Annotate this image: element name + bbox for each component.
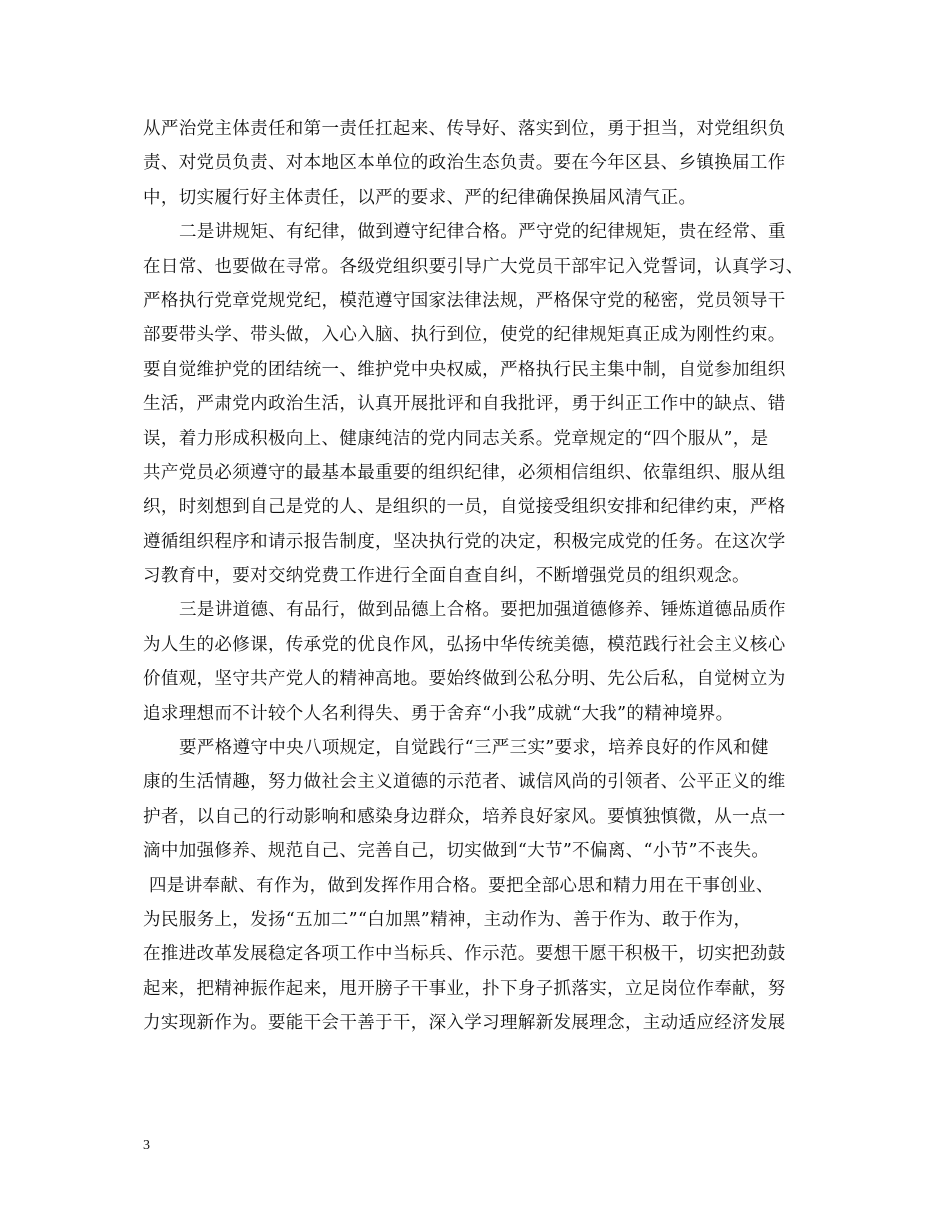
text-line: 三是讲道德、有品行，做到品德上合格。要把加强道德修养、锤炼道德品质作 — [179, 600, 786, 621]
text-line: 习教育中，要对交纳党费工作进行全面自查自纠，不断增强党员的组织观念。 — [143, 566, 750, 587]
text-line: 部要带头学、带头做，入心入脑、执行到位，使党的纪律规矩真正成为刚性约束。 — [143, 325, 786, 346]
text-line: 护者，以自己的行动影响和感染身边群众，培养良好家风。要慎独慎微，从一点一 — [143, 806, 786, 827]
text-line: 织，时刻想到自己是党的人、是组织的一员，自觉接受组织安排和纪律约束，严格 — [143, 497, 786, 518]
text-line: 生活，严肃党内政治生活，认真开展批评和自我批评，勇于纠正工作中的缺点、错 — [143, 394, 786, 415]
text-line: 共产党员必须遵守的最基本最重要的组织纪律，必须相信组织、依靠组织、服从组 — [143, 462, 786, 483]
text-line: 康的生活情趣，努力做社会主义道德的示范者、诚信风尚的引领者、公平正义的维 — [143, 772, 786, 793]
text-line: 在日常、也要做在寻常。各级党组织要引导广大党员干部牢记入党誓词，认真学习、 — [143, 256, 804, 277]
body-text — [143, 112, 833, 1041]
text-line: 为民服务上，发扬“五加二”“白加黑”精神，主动作为、善于作为、敢于作为， — [143, 909, 752, 930]
text-line: 价值观，坚守共产党人的精神高地。要始终做到公私分明、先公后私，自觉树立为 — [143, 669, 786, 690]
text-line: 二是讲规矩、有纪律，做到遵守纪律合格。严守党的纪律规矩，贵在经常、重 — [179, 222, 786, 243]
text-line: 责、对党员负责、对本地区本单位的政治生态负责。要在今年区县、乡镇换届工作 — [143, 153, 786, 174]
text-line: 中，切实履行好主体责任，以严的要求、严的纪律确保换届风清气正。 — [143, 187, 697, 208]
text-line: 滴中加强修养、规范自己、完善自己，切实做到“大节”不偏离、“小节”不丧失。 — [143, 841, 770, 862]
text-line: 从严治党主体责任和第一责任扛起来、传导好、落实到位，勇于担当，对党组织负 — [143, 119, 786, 139]
page-number: 3 — [143, 1138, 150, 1153]
text-line: 要严格遵守中央八项规定，自觉践行“三严三实”要求，培养良好的作风和健 — [179, 738, 769, 759]
text-line: 力实现新作为。要能干会干善于干，深入学习理解新发展理念，主动适应经济发展 — [143, 1013, 786, 1034]
text-line: 四是讲奉献、有作为，做到发挥作用合格。要把全部心思和精力用在干事创业、 — [149, 875, 774, 896]
text-line: 误，着力形成积极向上、健康纯洁的党内同志关系。党章规定的“四个服从”，是 — [143, 428, 769, 449]
text-line: 遵循组织程序和请示报告制度，坚决执行党的决定，积极完成党的任务。在这次学 — [143, 531, 786, 552]
text-line: 为人生的必修课，传承党的优良作风，弘扬中华传统美德，模范践行社会主义核心 — [143, 634, 786, 655]
text-line: 要自觉维护党的团结统一、维护党中央权威，严格执行民主集中制，自觉参加组织 — [143, 359, 786, 380]
text-line: 在推进改革发展稳定各项工作中当标兵、作示范。要想干愿干积极干，切实把劲鼓 — [143, 944, 786, 965]
text-line: 追求理想而不计较个人名利得失、勇于舍弃“小我”成就“大我”的精神境界。 — [143, 703, 734, 724]
text-line: 严格执行党章党规党纪，模范遵守国家法律法规，严格保守党的秘密，党员领导干 — [143, 290, 786, 311]
text-line: 起来，把精神振作起来，甩开膀子干事业，扑下身子抓落实，立足岗位作奉献，努 — [143, 978, 786, 999]
